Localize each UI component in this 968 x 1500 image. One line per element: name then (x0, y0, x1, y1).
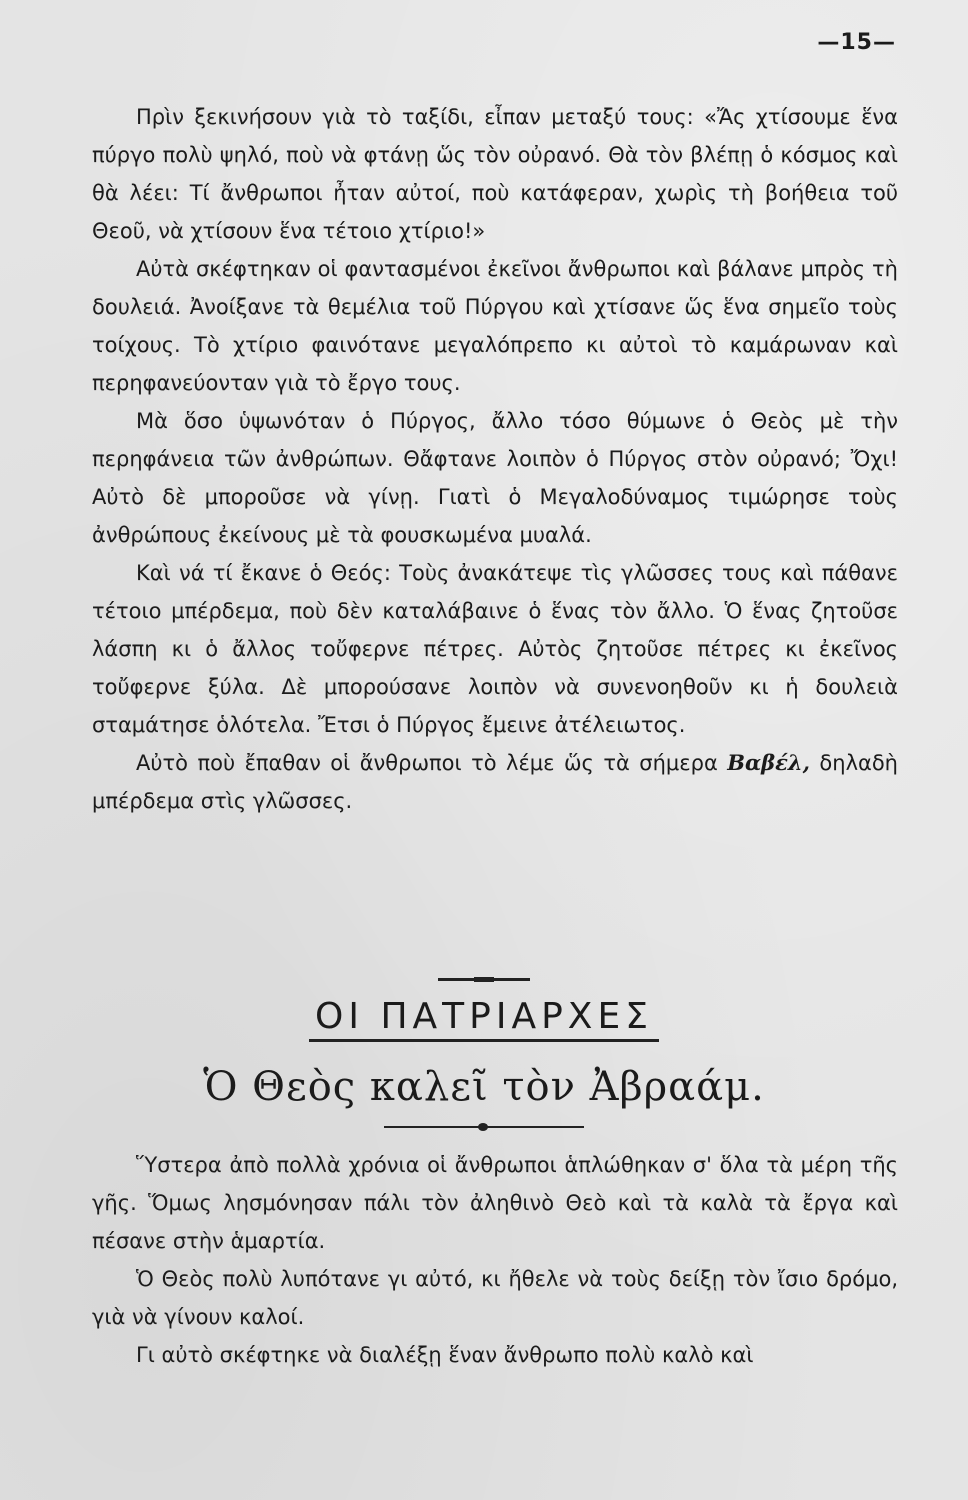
paragraph: Ὁ Θεὸς πολὺ λυπότανε γι αὐτό, κι ἤθελε νὰ τοὺς δείξῃ τὸν ἴσιο δρόμο, γιὰ νὰ γίνουν καλοί. (92, 1267, 898, 1329)
babel-word: Βαβέλ, (727, 750, 810, 775)
section-abraham (92, 1146, 898, 1374)
chapter-title-text: ΟΙ ΠΑΤΡΙΑΡΧΕΣ (309, 996, 659, 1042)
chapter-subtitle: Ὁ Θεὸς καλεῖ τὸν Ἀβραάμ. (203, 1064, 765, 1110)
chapter-title (0, 996, 968, 1042)
paragraph: Γι αὐτὸ σκέφτηκε νὰ διαλέξῃ ἕναν ἄνθρωπο πολὺ καλὸ καὶ (136, 1343, 754, 1367)
page-number: —15— (817, 30, 896, 55)
paragraph: Αὐτὰ σκέφτηκαν οἱ φαντασμένοι ἐκεῖνοι ἄνθρωποι καὶ βάλανε μπρὸς τὴ δουλειά. Ἀνοίξανε τὰ θεμέλια τοῦ Πύργου καὶ χτίσανε ὥς ἕνα σημεῖο τοὺς τοίχους. Τὸ χτίριο φαινότανε μεγαλόπρεπο κι αὐτοὶ τὸ καμάρωναν καὶ περηφανεύονταν γιὰ τὸ ἔργο τους. (92, 257, 898, 395)
paragraph: Πρὶν ξεκινήσουν γιὰ τὸ ταξίδι, εἶπαν μεταξύ τους: «Ἄς χτίσουμε ἕνα πύργο πολὺ ψηλό, ποὺ νὰ φτάνῃ ὥς τὸν οὐρανό. Θὰ τὸν βλέπῃ ὁ κόσμος καὶ θὰ λέει: Τί ἄνθρωποι ἦταν αὐτοί, ποὺ κατάφεραν, χωρὶς τὴ βοήθεια τοῦ Θεοῦ, νὰ χτίσουν ἕνα τέτοιο χτίριο!» (92, 105, 898, 243)
ornamental-rule (438, 978, 530, 981)
section-tower-of-babel (92, 98, 898, 820)
paragraph-babel (92, 744, 898, 820)
paragraph: Καὶ νά τί ἔκανε ὁ Θεός: Τοὺς ἀνακάτεψε τὶς γλῶσσες τους καὶ πάθανε τέτοιο μπέρδεμα, ποὺ δὲν καταλάβαινε ὁ ἕνας τὸν ἄλλο. Ὁ ἕνας ζητοῦσε λάσπη κι ὁ ἄλλος τοὔφερνε πέτρες. Αὐτὸς ζητοῦσε πέτρες κι ἐκεῖνος τοὔφερνε ξύλα. Δὲ μπορούσανε λοιπὸν νὰ συνενοηθοῦν κι ἡ δουλειὰ σταμάτησε ὁλότελα. Ἔτσι ὁ Πύργος ἔμεινε ἀτέλειωτος. (92, 561, 898, 737)
paragraph: Ὕστερα ἀπὸ πολλὰ χρόνια οἱ ἄνθρωποι ἁπλώθηκαν σ' ὅλα τὰ μέρη τῆς γῆς. Ὅμως λησμόνησαν πάλι τὸν ἀληθινὸ Θεὸ καὶ τὰ καλὰ τὰ ἔργα καὶ πέσανε στὴν ἁμαρτία. (92, 1153, 898, 1253)
paragraph-lead: Αὐτὸ ποὺ ἔπαθαν οἱ ἄνθρωποι τὸ λέμε ὥς τὰ σήμερα (136, 751, 718, 775)
ornamental-rule (384, 1126, 584, 1128)
paragraph: Μὰ ὅσο ὑψωνόταν ὁ Πύργος, ἄλλο τόσο θύμωνε ὁ Θεὸς μὲ τὴν περηφάνεια τῶν ἀνθρώπων. Θἄφτανε λοιπὸν ὁ Πύργος στὸν οὐρανό; Ὄχι! Αὐτὸ δὲ μποροῦσε νὰ γίνῃ. Γιατὶ ὁ Μεγαλοδύναμος τιμώρησε τοὺς ἀνθρώπους ἐκείνους μὲ τὰ φουσκωμένα μυαλά. (92, 409, 898, 547)
paragraph-tail: δηλαδὴ μπέρδεμα στὶς γλῶσσες. (92, 751, 898, 813)
